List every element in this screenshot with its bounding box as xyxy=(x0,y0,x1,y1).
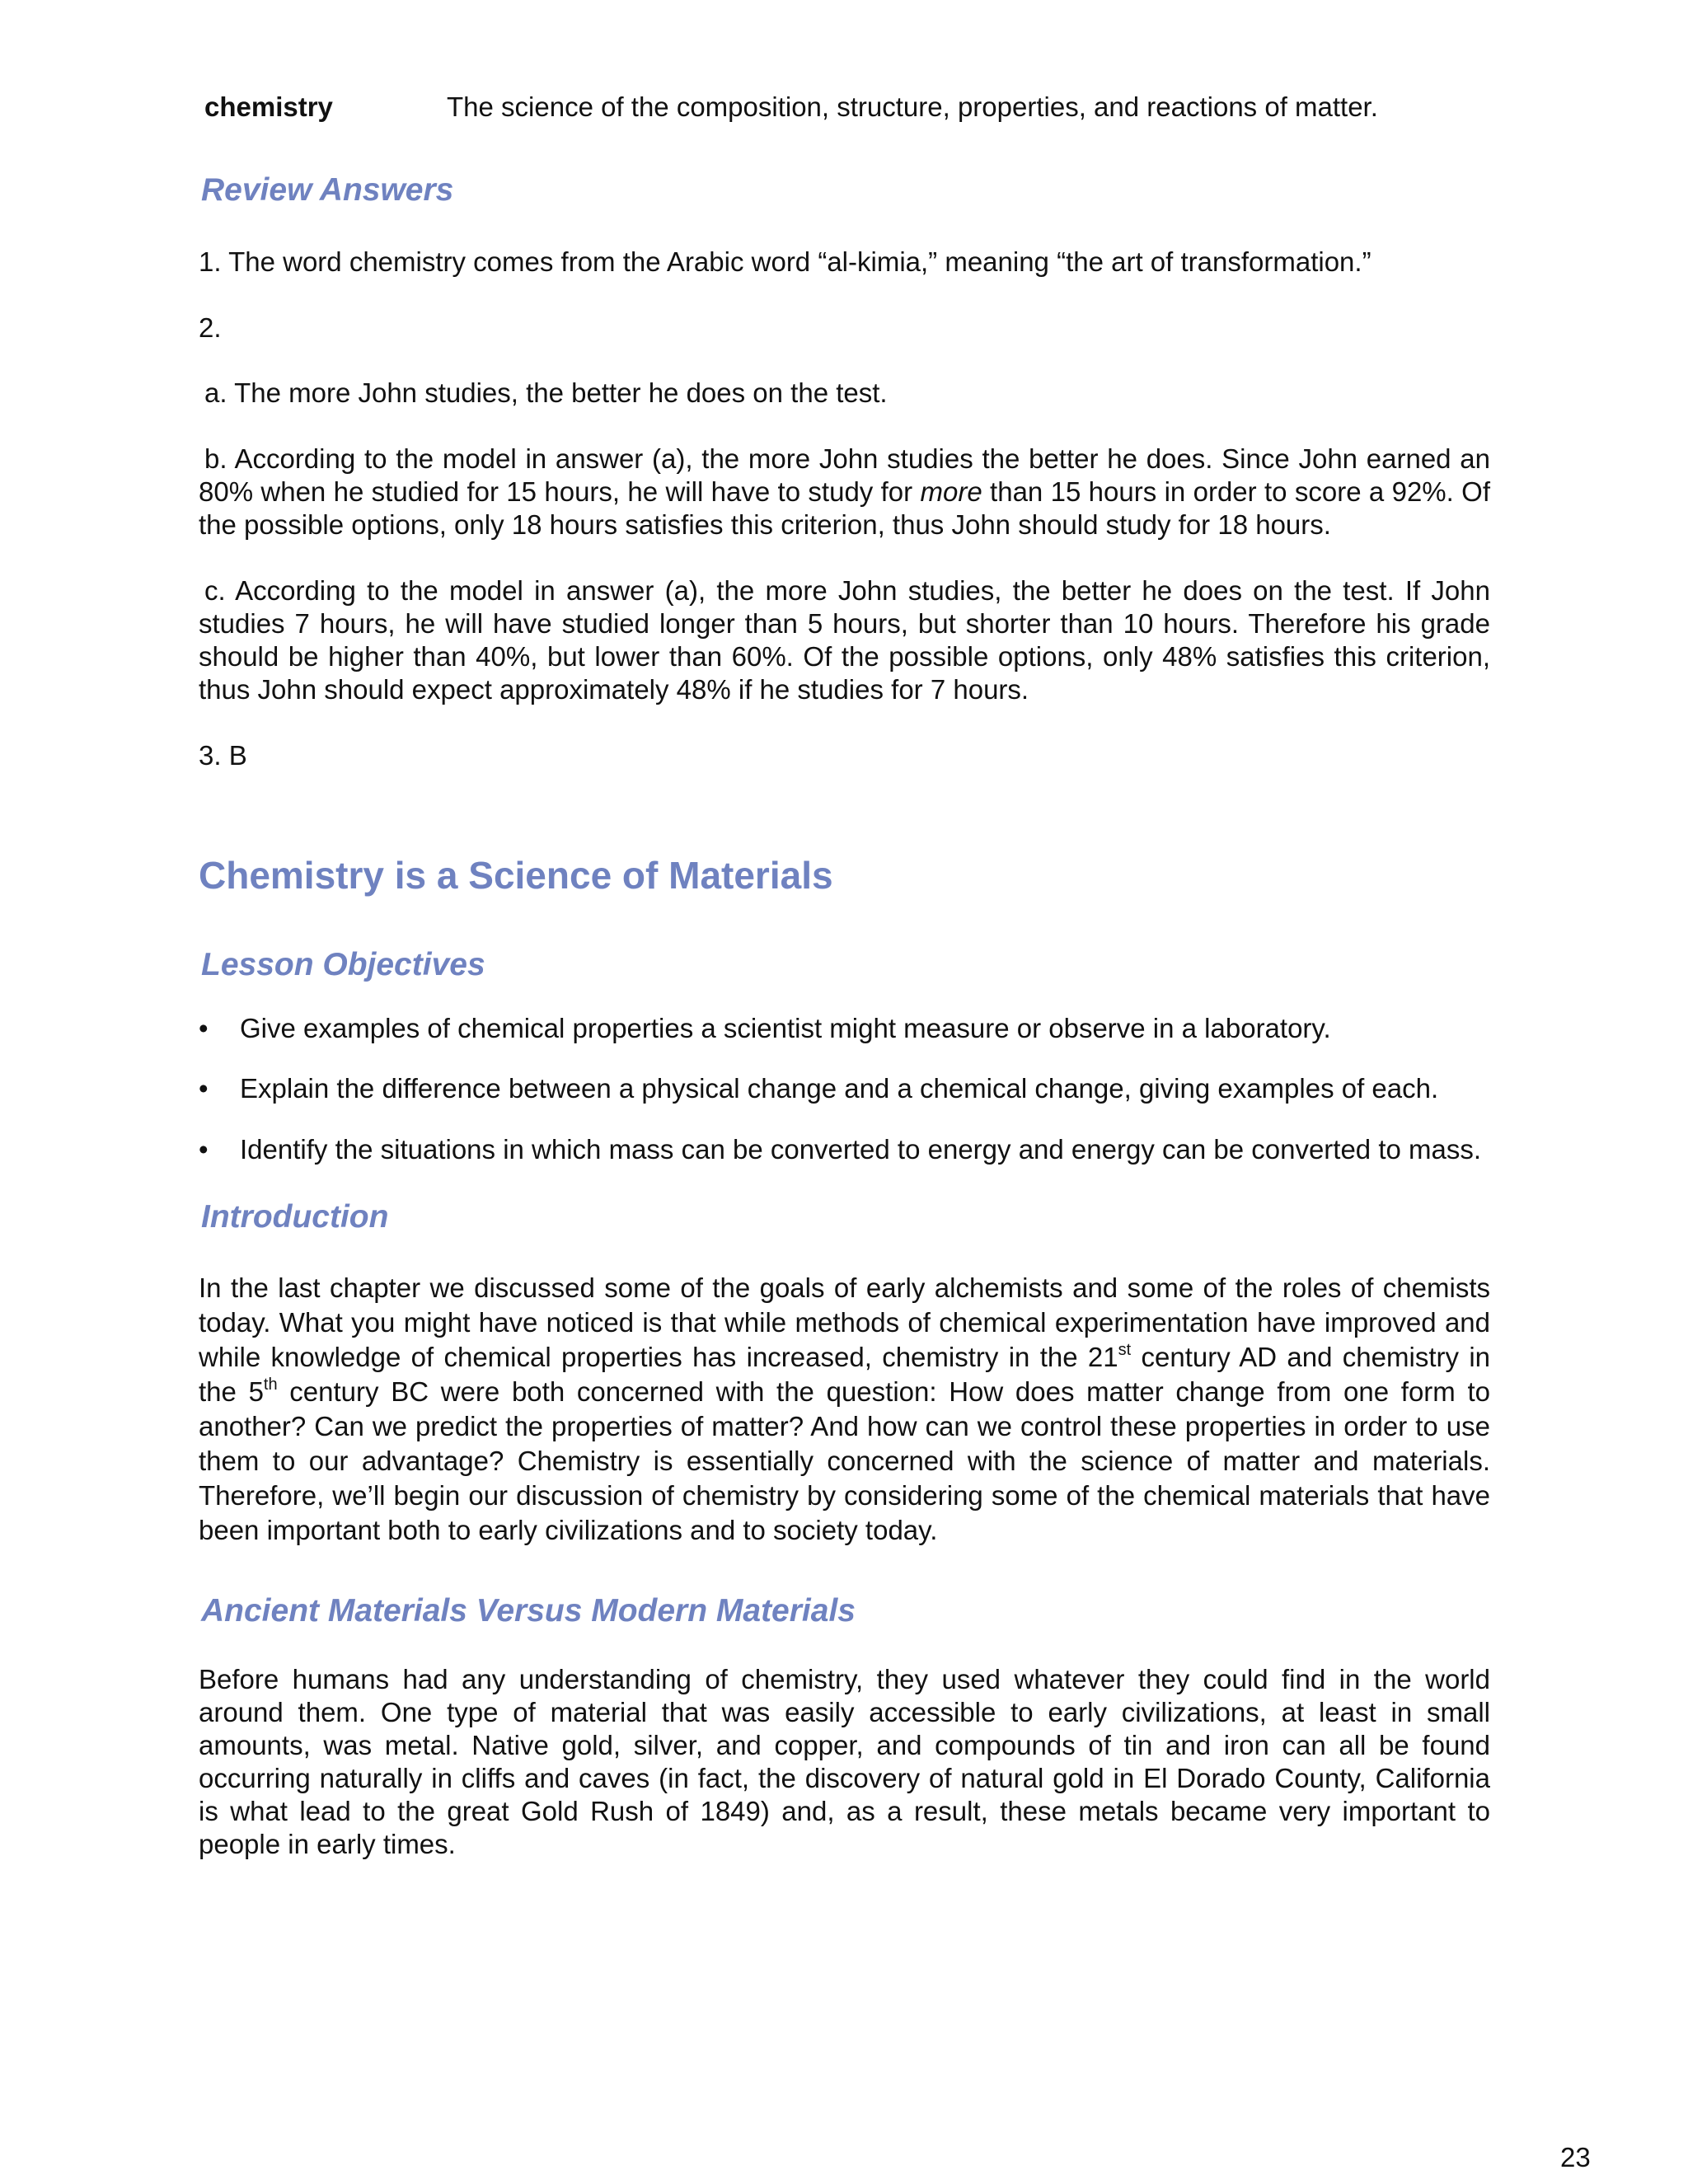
objective-text: Identify the situations in which mass can be converted to energy and energy can be converted to mass. xyxy=(240,1134,1482,1165)
introduction-heading: Introduction xyxy=(201,1199,389,1235)
glossary-definition: The science of the composition, structure, properties, and reactions of matter. xyxy=(447,91,1378,122)
bullet-icon: • xyxy=(199,1073,209,1104)
review-answer-2c: c. According to the model in answer (a), the more John studies, the better he does on the test. If John studies 7 hours, he will have studied longer than 5 hours, but shorter than 10 hours. Therefore his grade should be higher than 40%, but lower than 60%. Of the possible options, only 48% satisfies this criterion, thus John should expect approximately 48% if he studies for 7 hours. xyxy=(199,575,1490,705)
introduction-superscript-1: st xyxy=(1118,1341,1132,1359)
review-answer-2-label: 2. xyxy=(199,312,222,343)
introduction-text-1: In the last chapter we discussed some of the goals of early alchemists and some of the roles of chemists today. What you might have noticed is that while methods of chemical experimentation have improved and while knowledge of chemical properties has increased, chemistry in the 21 xyxy=(199,1272,1490,1372)
review-answers-heading: Review Answers xyxy=(201,172,454,208)
review-answer-2b-emphasis: more xyxy=(920,476,982,507)
review-answer-2b xyxy=(199,443,1490,541)
bullet-icon: • xyxy=(199,1013,209,1043)
introduction-paragraph xyxy=(199,1271,1490,1548)
ancient-materials-heading: Ancient Materials Versus Modern Materials xyxy=(201,1593,856,1629)
review-answer-1: 1. The word chemistry comes from the Arabic word “al-kimia,” meaning “the art of transformation.” xyxy=(199,246,1372,277)
review-answer-2a: a. The more John studies, the better he does on the test. xyxy=(204,377,888,408)
section-title: Chemistry is a Science of Materials xyxy=(199,854,833,897)
introduction-text-3: century BC were both concerned with the question: How does matter change from one form to another? Can we predict the properties of matter? And how can we control these properties in order to use them to our advantage? Chemistry is essentially concerned with the science of matter and materials. Therefore, we’ll begin our discussion of chemistry by considering some of the chemical materials that have been important both to early civilizations and to society today. xyxy=(199,1376,1490,1545)
page-number: 23 xyxy=(1560,2142,1591,2172)
objective-text: Explain the difference between a physical change and a chemical change, giving examples of each. xyxy=(240,1073,1439,1104)
introduction-text-2: century AD and chemistry in the 5 xyxy=(199,1342,1490,1407)
objective-text: Give examples of chemical properties a scientist might measure or observe in a laboratory. xyxy=(240,1013,1331,1043)
review-answer-2b-text-1: b. According to the model in answer (a), the more John studies the better he does. Since John earned an 80% when he studied for 15 hours, he will have to study for xyxy=(199,443,1490,507)
introduction-superscript-2: th xyxy=(263,1376,278,1394)
lesson-objectives-heading: Lesson Objectives xyxy=(201,947,485,982)
review-answer-3: 3. B xyxy=(199,740,247,771)
bullet-icon: • xyxy=(199,1134,209,1165)
ancient-materials-paragraph: Before humans had any understanding of chemistry, they used whatever they could find in the world around them. One type of material that was easily accessible to early civilizations, at least in small amounts, was metal. Native gold, silver, and copper, and compounds of tin and iron can all be found occurring naturally in cliffs and caves (in fact, the discovery of natural gold in El Dorado County, California is what lead to the great Gold Rush of 1849) and, as a result, these metals became very important to people in early times. xyxy=(199,1664,1490,1859)
glossary-term: chemistry xyxy=(204,91,333,122)
review-answer-2b-text-2: than 15 hours in order to score a 92%. Of the possible options, only 18 hours satisfies this criterion, thus John should study for 18 hours. xyxy=(199,476,1491,540)
